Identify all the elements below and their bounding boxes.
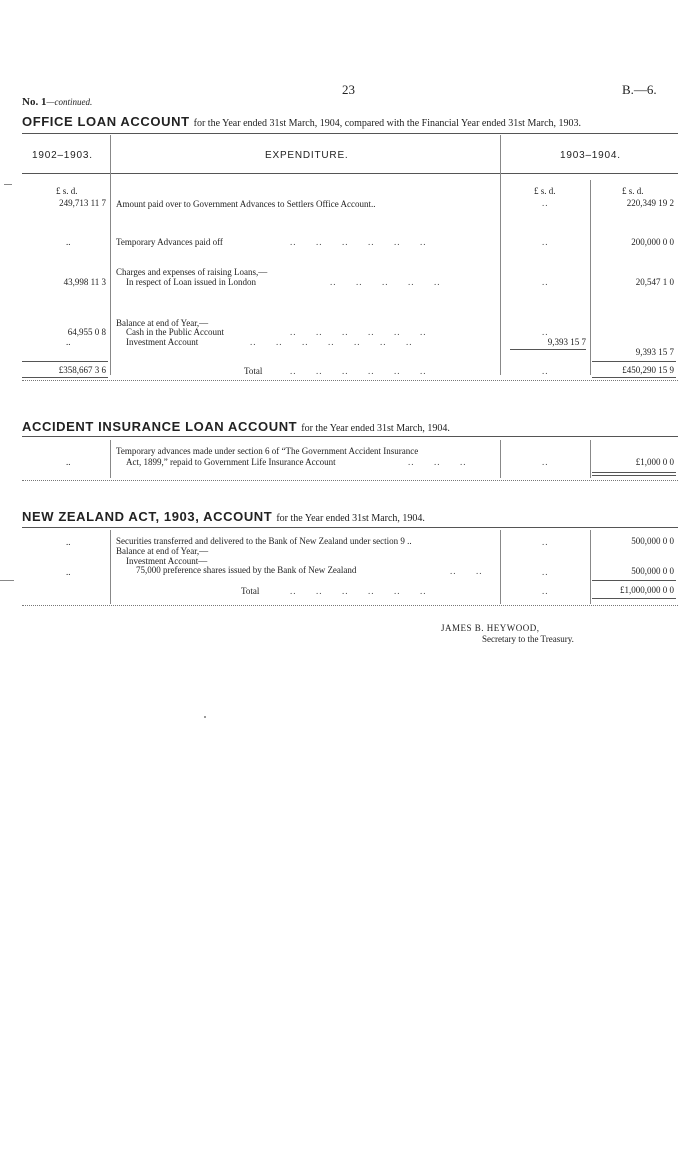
table-bottom-rule <box>22 380 678 381</box>
accident-total-rule <box>592 472 676 473</box>
nz-total-rule <box>592 580 676 581</box>
accident-total-double-rule <box>592 475 676 476</box>
accident-description-line1: Temporary advances made under section 6 of “The Government Accident Insurance <box>116 446 419 456</box>
nz-total-label: Total <box>241 586 260 596</box>
row4-mid-leader: .. <box>542 327 549 337</box>
row4-leader-1: .. .. .. .. .. .. <box>290 327 427 337</box>
total-label: Total <box>244 366 263 376</box>
total-leader: .. .. .. .. .. .. <box>290 366 427 376</box>
nz-row1-description: Securities transferred and delivered to the Bank of New Zealand under section 9 .. <box>116 536 412 546</box>
nz-total-mid-leader: .. <box>542 586 549 596</box>
row4-description-line3: Investment Account <box>126 337 199 347</box>
accident-description-line2: Act, 1899,” repaid to Government Life Insurance Account <box>126 457 336 467</box>
nz-row2-leader: .. .. <box>450 566 483 576</box>
column-divider <box>500 135 501 375</box>
accident-mid-leader: .. <box>542 457 549 467</box>
nz-row2-mid-leader: .. <box>542 567 549 577</box>
total-mid-leader: .. <box>542 366 549 376</box>
row4-description-line2: Cash in the Public Account <box>126 327 224 337</box>
currency-header-right: £ s. d. <box>622 186 644 196</box>
accident-bottom-rule <box>22 480 678 481</box>
doc-no: No. 1 <box>22 96 47 108</box>
row3-description-line1: Charges and expenses of raising Loans,— <box>116 267 268 277</box>
row4-1903-amount: 9,393 15 7 <box>635 347 674 357</box>
accident-heading <box>22 418 450 436</box>
column-divider <box>590 440 591 478</box>
office-loan-subtitle: for the Year ended 31st March, 1904, compared with the Financial Year ended 31st March, 1903. <box>193 118 582 129</box>
column-divider <box>590 180 591 375</box>
total-left-rule <box>22 361 108 362</box>
currency-header-left: £ s. d. <box>56 186 78 196</box>
total-left-double-rule <box>22 377 108 378</box>
column-divider <box>590 530 591 604</box>
nz-row1-1902-amount: .. <box>66 537 71 547</box>
row2-mid-leader: .. <box>542 237 549 247</box>
nz-act-heading <box>22 508 425 526</box>
print-speck <box>204 716 206 718</box>
row1-description: Amount paid over to Government Advances to Settlers Office Account.. <box>116 199 376 209</box>
accident-subtitle: for the Year ended 31st March, 1904. <box>301 423 450 434</box>
row1-mid-leader: .. <box>542 198 549 208</box>
nz-act-top-rule <box>22 527 678 528</box>
accident-1903-amount: £1,000 0 0 <box>635 457 674 467</box>
table-top-rule <box>22 133 678 134</box>
nz-total-double-rule <box>592 598 676 599</box>
row4-mid-amount: 9,393 15 7 <box>547 337 586 347</box>
nz-row1-mid-leader: .. <box>542 537 549 547</box>
nz-row2-description-line2: Investment Account— <box>126 556 208 566</box>
total-right-double-rule <box>592 377 676 378</box>
column-header-1902: 1902–1903. <box>32 150 93 161</box>
accident-top-rule <box>22 436 678 437</box>
nz-act-subtitle: for the Year ended 31st March, 1904. <box>276 513 425 524</box>
currency-header-mid: £ s. d. <box>534 186 556 196</box>
nz-total-1903-amount: £1,000,000 0 0 <box>620 585 674 595</box>
row1-1902-amount: 249,713 11 7 <box>59 198 106 208</box>
margin-speck <box>4 184 12 185</box>
column-header-expenditure: EXPENDITURE. <box>265 150 349 161</box>
table-header-rule <box>22 173 678 174</box>
signatory-name: JAMES B. HEYWOOD, <box>441 623 540 633</box>
accident-leader: .. .. .. <box>408 457 467 467</box>
total-right-rule <box>592 361 676 362</box>
document-reference: B.—6. <box>622 82 657 97</box>
row3-mid-leader: .. <box>542 277 549 287</box>
column-divider <box>500 530 501 604</box>
page-number: 23 <box>342 82 355 97</box>
row4-leader-2: .. .. .. .. .. .. .. <box>250 337 413 347</box>
column-divider <box>110 440 111 478</box>
row4-subtotal-rule <box>510 349 586 350</box>
document-number <box>22 96 92 108</box>
column-header-1903: 1903–1904. <box>560 150 621 161</box>
nz-act-title: NEW ZEALAND ACT, 1903, ACCOUNT <box>22 509 273 524</box>
column-divider <box>110 135 111 375</box>
nz-row2-1902-amount: .. <box>66 567 71 577</box>
total-1903-amount: £450,290 15 9 <box>622 365 674 375</box>
row4-1902-investment: .. <box>66 337 71 347</box>
row1-1903-amount: 220,349 19 2 <box>626 198 674 208</box>
row3-1902-amount: 43,998 11 3 <box>63 277 106 287</box>
nz-act-bottom-rule <box>22 605 678 606</box>
row2-leader: .. .. .. .. .. .. <box>290 237 427 247</box>
continued-label: —continued. <box>46 97 93 107</box>
office-loan-title: OFFICE LOAN ACCOUNT <box>22 114 190 129</box>
nz-row2-description-line1: Balance at end of Year,— <box>116 546 209 556</box>
row2-1902-amount: .. <box>66 237 71 247</box>
accident-title: ACCIDENT INSURANCE LOAN ACCOUNT <box>22 419 298 434</box>
nz-row1-1903-amount: 500,000 0 0 <box>631 536 674 546</box>
column-divider <box>110 530 111 604</box>
row3-leader: .. .. .. .. .. <box>330 277 441 287</box>
row2-1903-amount: 200,000 0 0 <box>631 237 674 247</box>
row2-description: Temporary Advances paid off <box>116 237 223 247</box>
row4-1902-amount: 64,955 0 8 <box>67 327 106 337</box>
nz-total-leader: .. .. .. .. .. .. <box>290 586 427 596</box>
nz-row2-1903-amount: 500,000 0 0 <box>631 566 674 576</box>
column-divider <box>500 440 501 478</box>
office-loan-heading <box>22 113 581 131</box>
row3-description-line2: In respect of Loan issued in London <box>126 277 256 287</box>
row4-description-line1: Balance at end of Year,— <box>116 318 209 328</box>
nz-row2-description-line3: 75,000 preference shares issued by the Bank of New Zealand <box>136 565 357 575</box>
margin-speck <box>0 580 14 581</box>
row3-1903-amount: 20,547 1 0 <box>635 277 674 287</box>
signatory-title: Secretary to the Treasury. <box>482 634 574 644</box>
accident-1902-amount: .. <box>66 457 71 467</box>
total-1902-amount: £358,667 3 6 <box>58 365 106 375</box>
